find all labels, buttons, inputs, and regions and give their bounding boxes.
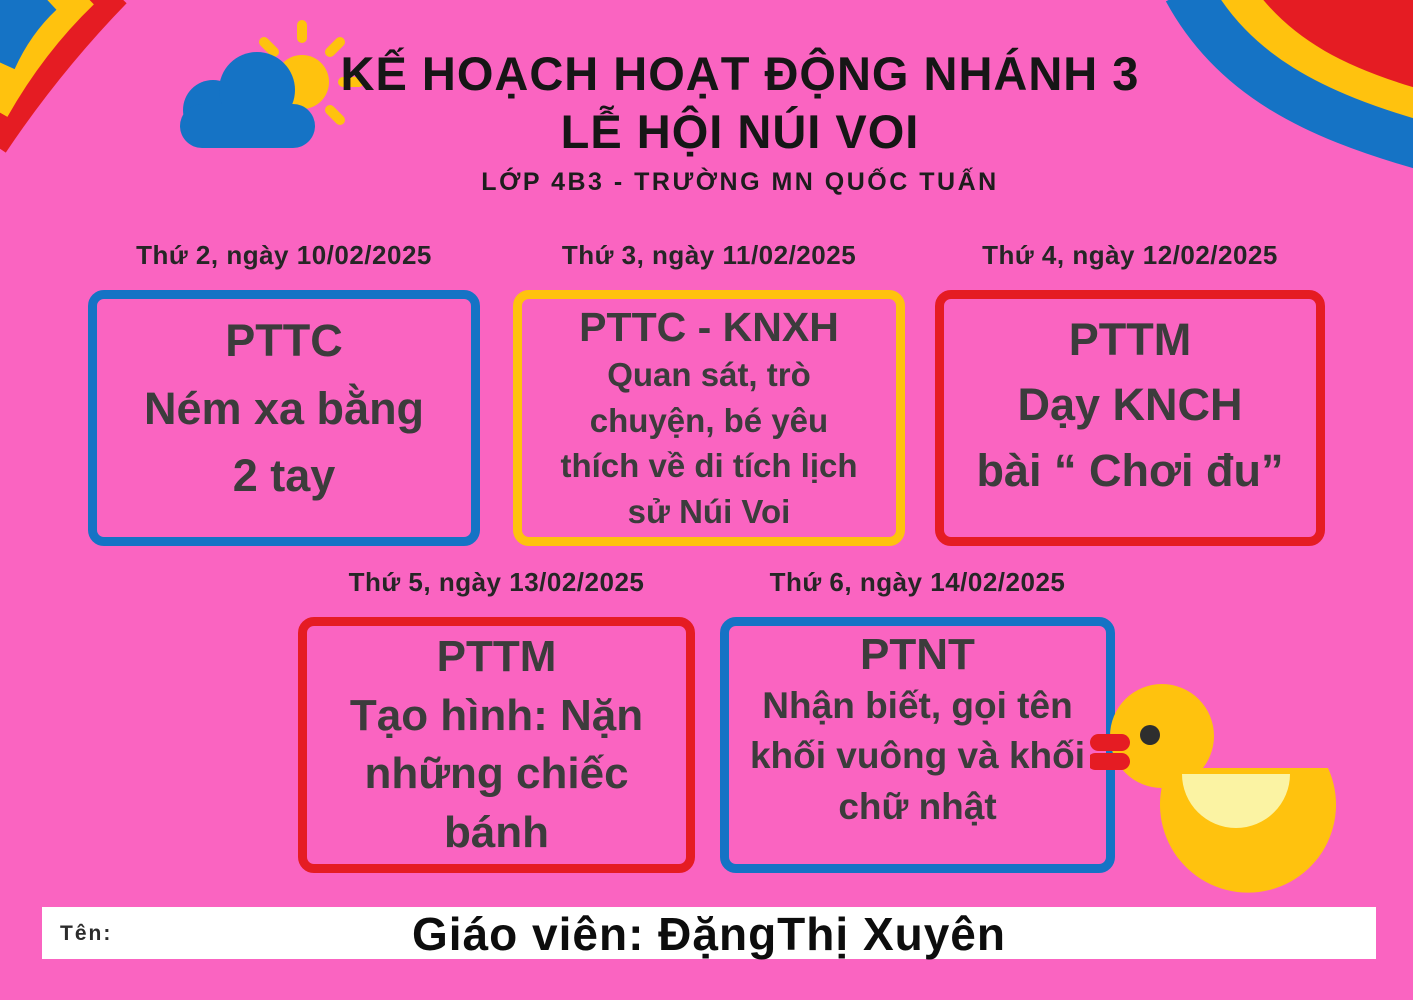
card-line: thích về di tích lịch bbox=[560, 447, 858, 485]
date-label-thursday: Thứ 5, ngày 13/02/2025 bbox=[348, 567, 645, 597]
date-label-friday: Thứ 6, ngày 14/02/2025 bbox=[769, 567, 1066, 597]
activity-card-monday bbox=[88, 290, 480, 546]
card-line: Dạy KNCH bbox=[1017, 379, 1243, 431]
card-line: bánh bbox=[443, 807, 550, 857]
card-line: sử Núi Voi bbox=[627, 492, 791, 530]
name-label: Tên: bbox=[60, 922, 113, 945]
teacher-name: Giáo viên: ĐặngThị Xuyên bbox=[412, 908, 1006, 960]
card-line: Nhận biết, gọi tên bbox=[762, 684, 1073, 726]
card-line: khối vuông và khối bbox=[749, 735, 1086, 777]
card-line: PTTC - KNXH bbox=[579, 304, 839, 350]
page-title-line2: LỄ HỘI NÚI VOI bbox=[560, 105, 920, 158]
card-line: Quan sát, trò bbox=[607, 356, 811, 394]
date-label-wednesday: Thứ 4, ngày 12/02/2025 bbox=[982, 240, 1278, 270]
activity-card-tuesday bbox=[513, 290, 905, 546]
card-line: bài “ Chơi đu” bbox=[976, 444, 1284, 496]
activity-card-wednesday bbox=[935, 290, 1325, 546]
card-line: chuyện, bé yêu bbox=[589, 401, 829, 439]
activity-card-thursday bbox=[298, 617, 695, 873]
card-line: chữ nhật bbox=[838, 785, 997, 827]
date-label-monday: Thứ 2, ngày 10/02/2025 bbox=[136, 240, 432, 270]
duck-icon bbox=[1090, 676, 1340, 896]
card-line: PTTM bbox=[436, 632, 557, 681]
activity-card-friday bbox=[720, 617, 1115, 873]
page-subtitle: LỚP 4B3 - TRƯỜNG MN QUỐC TUẤN bbox=[481, 168, 999, 196]
date-label-tuesday: Thứ 3, ngày 11/02/2025 bbox=[561, 240, 857, 270]
card-line: 2 tay bbox=[232, 450, 336, 501]
footer-bar bbox=[42, 907, 1376, 959]
card-line: PTTM bbox=[1068, 314, 1192, 365]
page-title-line1: KẾ HOẠCH HOẠT ĐỘNG NHÁNH 3 bbox=[340, 47, 1140, 100]
card-line: Tạo hình: Nặn bbox=[349, 690, 644, 740]
card-line: PTNT bbox=[860, 630, 975, 679]
card-line: Ném xa bằng bbox=[143, 382, 425, 434]
card-line: những chiếc bbox=[364, 749, 629, 799]
card-line: PTTC bbox=[225, 315, 343, 366]
